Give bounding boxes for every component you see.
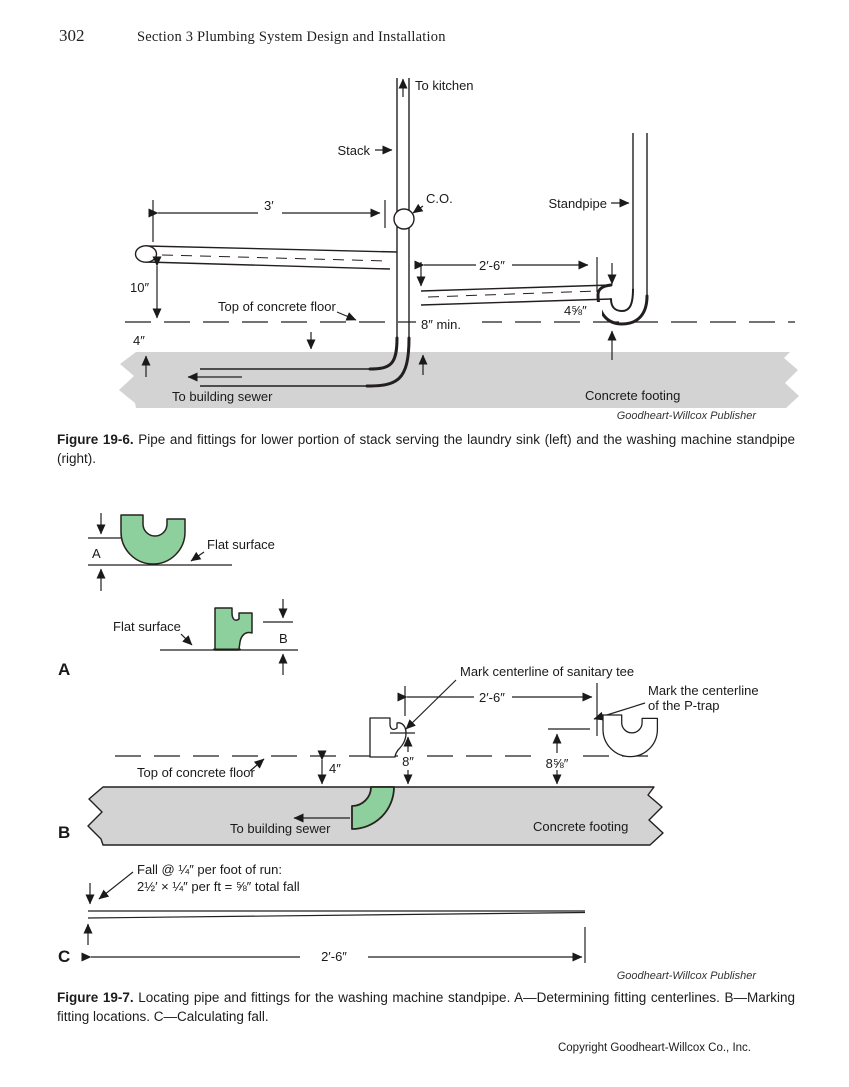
part-c-letter: C	[58, 947, 71, 966]
dim-2ft6-c-label: 2′-6″	[321, 949, 347, 964]
fall-label-line2: 2½′ × ¼″ per ft = ⅝″ total fall	[137, 879, 300, 894]
figure-19-7-caption-text: Locating pipe and fittings for the washing machine standpipe. A—Determining fitting centerlines. B—Marking fitting locations. C—Calculating fall.	[57, 990, 795, 1025]
pipe-open-end	[136, 246, 157, 262]
dim-4in-label: 4″	[133, 333, 145, 348]
sanitary-tee-green	[215, 608, 252, 650]
dim-10in-label: 10″	[130, 280, 150, 295]
dim-2ft6	[421, 257, 612, 292]
figure-19-7-caption	[57, 988, 795, 1026]
to-kitchen-callout	[403, 78, 474, 97]
dim-2ft6-b-label: 2′-6″	[479, 690, 505, 705]
section-header: Section 3 Plumbing System Design and Installation	[137, 29, 446, 45]
figure-19-6-caption	[57, 430, 795, 468]
mark-trap-label-1: Mark the centerline	[648, 683, 759, 698]
standpipe-callout	[548, 196, 629, 211]
fall-callout	[99, 862, 300, 899]
dim-2ft6-c	[91, 927, 585, 964]
laundry-drain-pipe	[136, 246, 398, 269]
dim-4in-b-label: 4″	[329, 761, 341, 776]
p-trap-outline	[603, 715, 657, 757]
sanitary-tee-outline	[370, 718, 406, 757]
dim-8in-label: 8″	[402, 754, 414, 769]
figure-19-7-caption-label: Figure 19-7.	[57, 990, 134, 1005]
page-number: 302	[59, 26, 85, 45]
dim-8-5-8	[538, 734, 576, 784]
mark-trap-label-2: of the P-trap	[648, 698, 720, 713]
dim-10in	[130, 266, 157, 318]
dim-4-5-8-label: 4⅝″	[564, 303, 587, 318]
figure-19-6-credit: Goodheart-Willcox Publisher	[616, 410, 756, 422]
to-sewer-label-b: To building sewer	[230, 821, 331, 836]
fall-label-line1: Fall @ ¼″ per foot of run:	[137, 862, 282, 877]
footing-label-b: Concrete footing	[533, 819, 629, 834]
dim-b-label: B	[279, 631, 288, 646]
stack-callout	[337, 143, 392, 158]
top-of-floor-callout-b	[137, 759, 264, 780]
flat-surface-label-1: Flat surface	[207, 537, 275, 552]
cleanout-callout	[413, 191, 453, 213]
footing-label: Concrete footing	[585, 388, 681, 403]
figure-19-6-caption-label: Figure 19-6.	[57, 432, 134, 447]
cleanout-fitting	[394, 209, 414, 229]
mark-tee-label: Mark centerline of sanitary tee	[460, 664, 635, 679]
standpipe-label: Standpipe	[548, 196, 607, 211]
dim-a-label: A	[92, 546, 101, 561]
dim-3ft-label: 3′	[264, 198, 274, 213]
mark-trap-callout	[594, 683, 759, 719]
top-of-floor-callout	[218, 299, 356, 320]
figure-19-7-credit: Goodheart-Willcox Publisher	[616, 970, 756, 982]
dim-2ft6-b	[405, 683, 597, 736]
part-b-letter: B	[58, 823, 71, 842]
top-of-floor-label: Top of concrete floor	[218, 299, 336, 314]
stack-pipe	[200, 78, 409, 386]
dim-8in-min-label: 8″ min.	[421, 317, 462, 332]
copyright-line: Copyright Goodheart-Willcox Co., Inc.	[557, 1042, 751, 1054]
flat-surface-callout-1	[191, 537, 275, 561]
figure-19-6-caption-text: Pipe and fittings for lower portion of stack serving the laundry sink (left) and the washing machine standpipe (right).	[57, 432, 795, 467]
standpipe-and-trap	[598, 133, 647, 324]
flat-surface-callout-2	[113, 619, 192, 645]
part-a-letter: A	[58, 660, 71, 679]
top-of-floor-label-b: Top of concrete floor	[137, 765, 255, 780]
dim-2ft6-label: 2′-6″	[479, 258, 505, 273]
dim-8-5-8-label: 8⅝″	[545, 756, 569, 771]
dim-3ft	[153, 198, 385, 242]
dim-4in-b	[322, 760, 341, 784]
figure-19-7-part-a	[58, 513, 298, 679]
figure-19-6-diagram	[119, 78, 799, 408]
p-trap-green	[121, 515, 185, 564]
to-sewer-label: To building sewer	[172, 389, 273, 404]
co-label: C.O.	[426, 191, 453, 206]
fall-wedge	[88, 911, 585, 918]
figure-19-7-part-b	[58, 664, 759, 845]
flat-surface-label-2: Flat surface	[113, 619, 181, 634]
to-kitchen-label: To kitchen	[415, 78, 474, 93]
figure-19-7-part-c	[58, 862, 585, 966]
stack-label: Stack	[337, 143, 370, 158]
